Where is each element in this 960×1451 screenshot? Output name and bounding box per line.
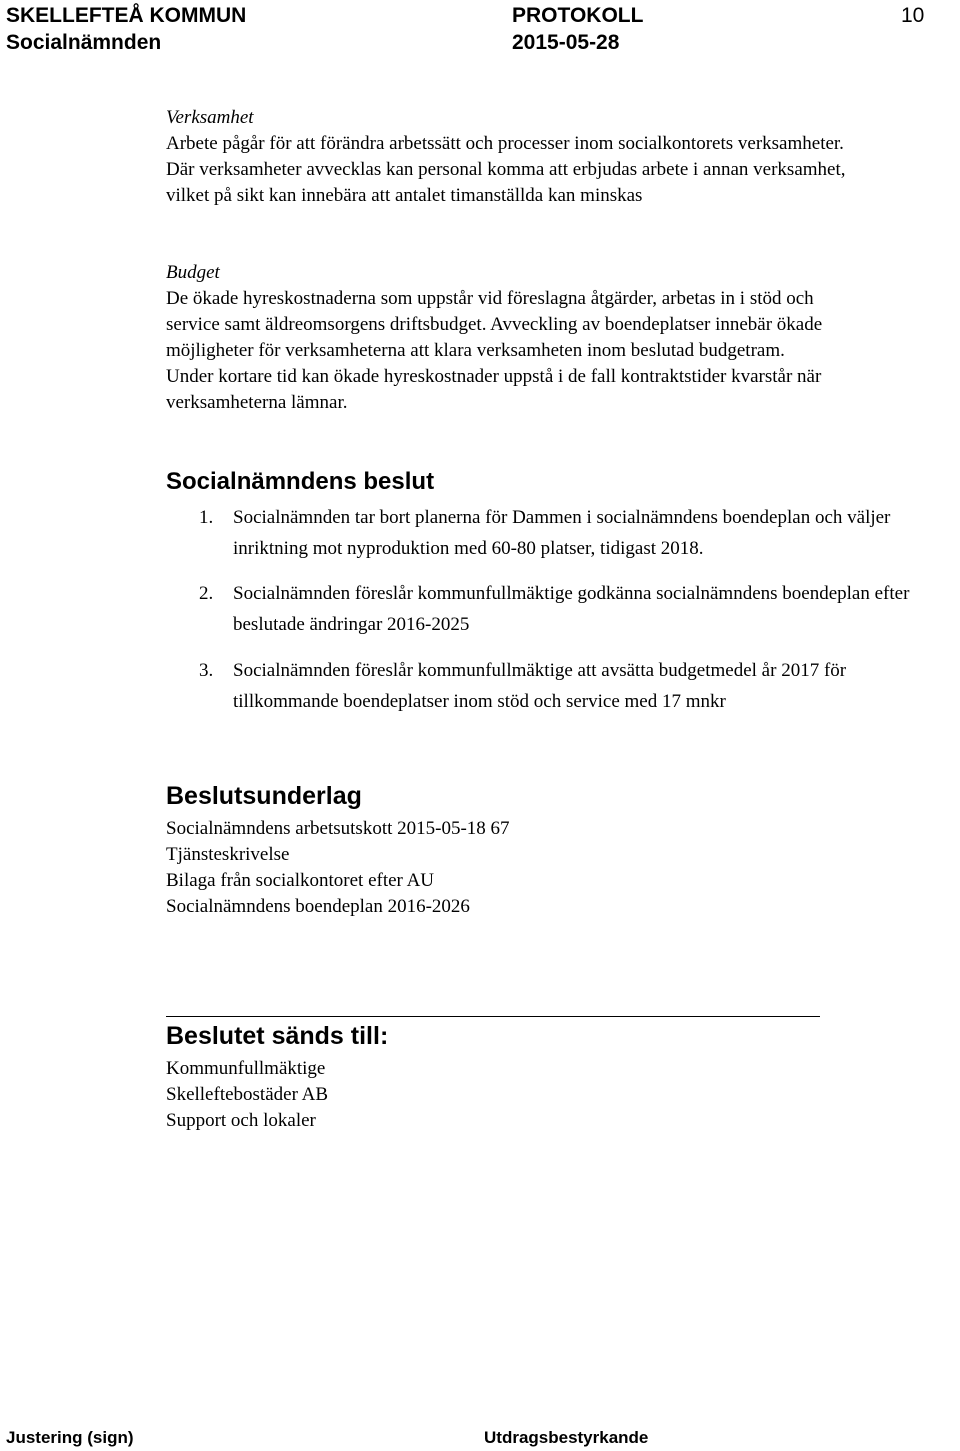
sent-to-list xyxy=(166,1056,328,1134)
budget-heading: Budget xyxy=(166,262,220,283)
sent-to-item: Skelleftebostäder AB xyxy=(166,1084,328,1105)
decision-item-text: Socialnämnden tar bort planerna för Dammen i socialnämndens boendeplan och väljer inriktning mot nyproduktion med 60-80 platser, tidigast 2018. xyxy=(233,507,891,559)
decision-item-text: Socialnämnden föreslår kommunfullmäktige godkänna socialnämndens boendeplan efter beslutade ändringar 2016-2025 xyxy=(233,583,910,635)
document-type: PROTOKOLL xyxy=(512,4,644,27)
basis-title: Beslutsunderlag xyxy=(166,782,362,810)
budget-paragraph: De ökade hyreskostnaderna som uppstår vid föreslagna åtgärder, arbetas in i stöd och service samt äldreomsorgens driftsbudget. Avveckling av boendeplatser innebär ökade möjligheter för verksamheterna att klara verksamheten inom beslutad budgetram. xyxy=(166,288,823,361)
sent-to-item: Support och lokaler xyxy=(166,1110,316,1131)
meeting-date: 2015-05-28 xyxy=(512,31,620,54)
decision-item-number: 3. xyxy=(199,660,214,681)
verksamhet-heading: Verksamhet xyxy=(166,107,254,128)
basis-item: Tjänsteskrivelse xyxy=(166,844,290,865)
sent-to-title: Beslutet sänds till: xyxy=(166,1022,389,1050)
decision-item-text: Socialnämnden föreslår kommunfullmäktige att avsätta budgetmedel år 2017 för tillkommande boendeplatser inom stöd och service med 17 mnkr xyxy=(233,660,847,712)
budget-section xyxy=(166,260,866,416)
decision-item-number: 1. xyxy=(199,507,214,528)
footer-certification-label: Utdragsbestyrkande xyxy=(484,1428,649,1447)
basis-item: Socialnämndens boendeplan 2016-2026 xyxy=(166,896,470,917)
footer-signature-label: Justering (sign) xyxy=(6,1428,134,1447)
basis-item: Bilaga från socialkontoret efter AU xyxy=(166,870,435,891)
committee-name: Socialnämnden xyxy=(6,31,162,54)
decision-item-number: 2. xyxy=(199,583,214,604)
basis-item: Socialnämndens arbetsutskott 2015-05-18 67 xyxy=(166,818,510,839)
sent-to-item: Kommunfullmäktige xyxy=(166,1058,326,1079)
basis-list xyxy=(166,816,510,920)
section-divider xyxy=(166,1016,820,1017)
verksamhet-text: Arbete pågår för att förändra arbetssätt och processer inom socialkontorets verksamheter. Där verksamheter avvecklas kan personal komma att erbjudas arbete i annan verksamhet, vilket på sikt kan innebära att antalet timanställda kan minskas xyxy=(166,133,846,206)
verksamhet-section xyxy=(166,105,866,209)
decision-title: Socialnämndens beslut xyxy=(166,468,435,495)
page-number: 10 xyxy=(901,4,925,27)
municipality-name: SKELLEFTEÅ KOMMUN xyxy=(6,4,247,27)
budget-paragraph: Under kortare tid kan ökade hyreskostnader uppstå i de fall kontraktstider kvarstår när verksamheterna lämnar. xyxy=(166,366,822,413)
